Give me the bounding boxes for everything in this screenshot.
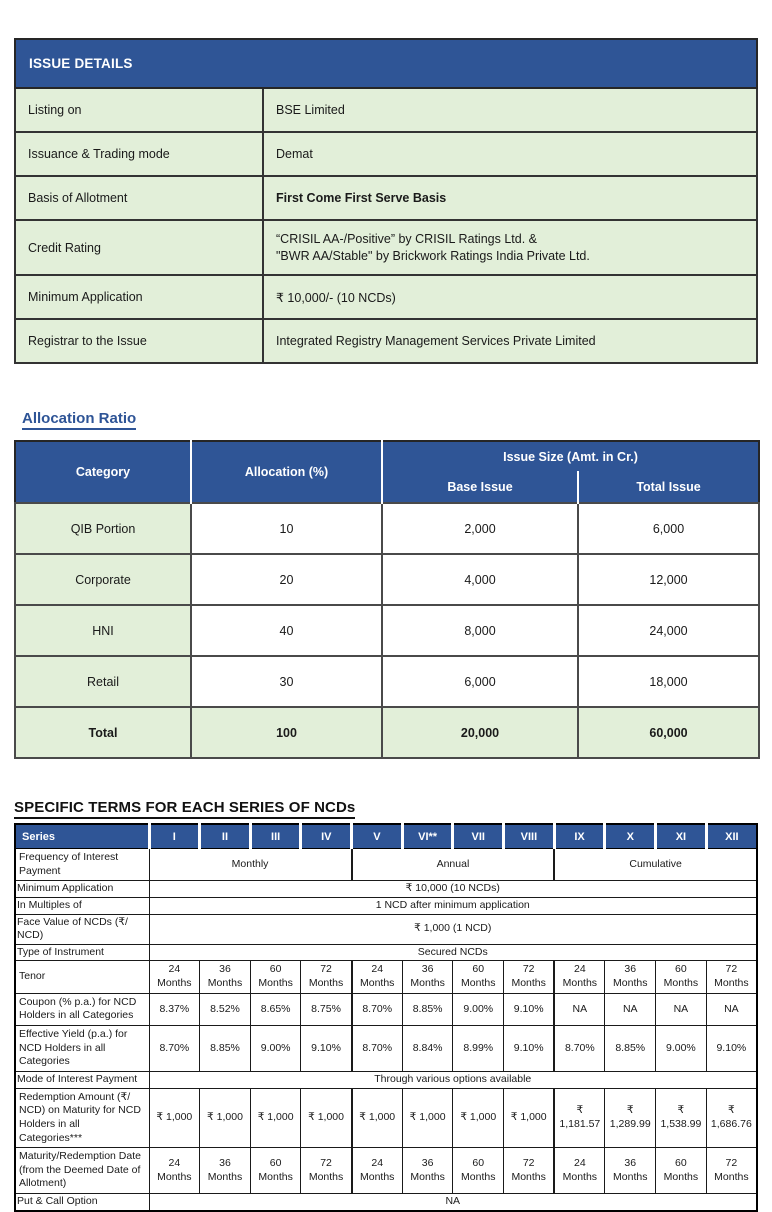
allocation-percent-cell: 100 bbox=[191, 707, 382, 758]
series-column-header: VII bbox=[453, 824, 504, 849]
issue-detail-value bbox=[263, 275, 757, 319]
column-header-category: Category bbox=[15, 441, 191, 503]
terms-row bbox=[15, 914, 757, 944]
terms-value-cell: 24 Months bbox=[554, 961, 605, 993]
terms-group-cell: Monthly bbox=[149, 849, 352, 881]
issue-detail-value bbox=[263, 176, 757, 220]
terms-row-label: Minimum Application bbox=[15, 881, 149, 898]
terms-row-label: Maturity/Redemption Date (from the Deemed Date of Allotment) bbox=[15, 1148, 149, 1194]
terms-row bbox=[15, 897, 757, 914]
allocation-percent-cell: 20 bbox=[191, 554, 382, 605]
terms-row-label: Frequency of Interest Payment bbox=[15, 849, 149, 881]
value-line: Demat bbox=[276, 147, 313, 161]
issue-details-title: ISSUE DETAILS bbox=[15, 39, 757, 88]
terms-span-value: Through various options available bbox=[149, 1071, 757, 1088]
total-issue-cell: 6,000 bbox=[578, 503, 759, 554]
terms-row bbox=[15, 1026, 757, 1072]
terms-value-cell: 9.00% bbox=[453, 993, 504, 1025]
terms-span-value: 1 NCD after minimum application bbox=[149, 897, 757, 914]
series-column-header: III bbox=[250, 824, 301, 849]
terms-row-label: Face Value of NCDs (₹/ NCD) bbox=[15, 914, 149, 944]
terms-value-cell: 60 Months bbox=[453, 1148, 504, 1194]
terms-value-cell: 24 Months bbox=[149, 1148, 200, 1194]
terms-value-cell: 60 Months bbox=[250, 961, 301, 993]
terms-value-cell: 9.10% bbox=[301, 1026, 352, 1072]
terms-value-cell: 9.00% bbox=[250, 1026, 301, 1072]
terms-value-cell: 24 Months bbox=[352, 1148, 403, 1194]
terms-value-cell: 8.84% bbox=[402, 1026, 453, 1072]
issue-detail-label: Issuance & Trading mode bbox=[15, 132, 263, 176]
terms-value-cell: 36 Months bbox=[200, 961, 251, 993]
terms-value-cell: 24 Months bbox=[554, 1148, 605, 1194]
terms-span-value: ₹ 1,000 (1 NCD) bbox=[149, 914, 757, 944]
series-column-header: V bbox=[352, 824, 403, 849]
terms-value-cell: 8.85% bbox=[200, 1026, 251, 1072]
allocation-percent-cell: 10 bbox=[191, 503, 382, 554]
terms-value-cell: ₹ 1,289.99 bbox=[605, 1088, 656, 1148]
terms-row-label: Tenor bbox=[15, 961, 149, 993]
allocation-row bbox=[15, 605, 759, 656]
terms-value-cell: ₹ 1,181.57 bbox=[554, 1088, 605, 1148]
allocation-percent-cell: 40 bbox=[191, 605, 382, 656]
terms-value-cell: 8.85% bbox=[605, 1026, 656, 1072]
terms-row bbox=[15, 1088, 757, 1148]
total-issue-cell: 18,000 bbox=[578, 656, 759, 707]
specific-terms-heading: SPECIFIC TERMS FOR EACH SERIES OF NCDs bbox=[14, 799, 355, 819]
terms-value-cell: 8.65% bbox=[250, 993, 301, 1025]
series-column-header: VI** bbox=[402, 824, 453, 849]
issue-detail-row bbox=[15, 275, 757, 319]
terms-value-cell: 60 Months bbox=[250, 1148, 301, 1194]
terms-row-label: Redemption Amount (₹/ NCD) on Maturity for NCD Holders in all Categories*** bbox=[15, 1088, 149, 1148]
value-line: Integrated Registry Management Services Private Limited bbox=[276, 334, 596, 348]
base-issue-cell: 6,000 bbox=[382, 656, 578, 707]
terms-value-cell: 72 Months bbox=[301, 961, 352, 993]
terms-value-cell: 36 Months bbox=[605, 1148, 656, 1194]
base-issue-cell: 4,000 bbox=[382, 554, 578, 605]
issue-detail-row bbox=[15, 319, 757, 363]
terms-row-label: In Multiples of bbox=[15, 897, 149, 914]
value-line: BSE Limited bbox=[276, 103, 345, 117]
terms-value-cell: 8.37% bbox=[149, 993, 200, 1025]
value-line: ₹ 10,000/- (10 NCDs) bbox=[276, 290, 396, 305]
column-header-total-issue: Total Issue bbox=[578, 471, 759, 503]
terms-value-cell: 60 Months bbox=[656, 961, 707, 993]
terms-span-value: Secured NCDs bbox=[149, 944, 757, 961]
issue-detail-label: Credit Rating bbox=[15, 220, 263, 275]
allocation-percent-cell: 30 bbox=[191, 656, 382, 707]
series-label-header: Series bbox=[15, 824, 149, 849]
base-issue-cell: 2,000 bbox=[382, 503, 578, 554]
value-line: "BWR AA/Stable" by Brickwork Ratings India Private Ltd. bbox=[276, 249, 590, 263]
allocation-row bbox=[15, 707, 759, 758]
terms-value-cell: 9.10% bbox=[706, 1026, 757, 1072]
total-issue-cell: 24,000 bbox=[578, 605, 759, 656]
issue-detail-label: Minimum Application bbox=[15, 275, 263, 319]
terms-value-cell: 9.10% bbox=[504, 993, 555, 1025]
terms-value-cell: ₹ 1,686.76 bbox=[706, 1088, 757, 1148]
terms-value-cell: 9.00% bbox=[656, 1026, 707, 1072]
terms-value-cell: 72 Months bbox=[504, 961, 555, 993]
issue-details-table bbox=[14, 38, 758, 364]
value-line: “CRISIL AA-/Positive” by CRISIL Ratings Ltd. & bbox=[276, 232, 537, 246]
terms-value-cell: ₹ 1,538.99 bbox=[656, 1088, 707, 1148]
terms-value-cell: 8.75% bbox=[301, 993, 352, 1025]
terms-value-cell: 8.52% bbox=[200, 993, 251, 1025]
terms-value-cell: 36 Months bbox=[402, 1148, 453, 1194]
document-page bbox=[0, 38, 772, 1212]
allocation-header-row-1 bbox=[15, 441, 759, 471]
issue-detail-value bbox=[263, 319, 757, 363]
issue-detail-label: Basis of Allotment bbox=[15, 176, 263, 220]
terms-row-label: Put & Call Option bbox=[15, 1194, 149, 1211]
terms-value-cell: ₹ 1,000 bbox=[453, 1088, 504, 1148]
allocation-ratio-heading: Allocation Ratio bbox=[22, 410, 136, 430]
terms-row bbox=[15, 993, 757, 1025]
allocation-row bbox=[15, 554, 759, 605]
category-cell: QIB Portion bbox=[15, 503, 191, 554]
category-cell: HNI bbox=[15, 605, 191, 656]
issue-detail-row bbox=[15, 176, 757, 220]
series-column-header: I bbox=[149, 824, 200, 849]
terms-value-cell: 8.70% bbox=[352, 993, 403, 1025]
terms-row-label: Coupon (% p.a.) for NCD Holders in all Categories bbox=[15, 993, 149, 1025]
series-column-header: IX bbox=[554, 824, 605, 849]
allocation-row bbox=[15, 503, 759, 554]
terms-value-cell: ₹ 1,000 bbox=[149, 1088, 200, 1148]
column-header-base-issue: Base Issue bbox=[382, 471, 578, 503]
issue-detail-label: Registrar to the Issue bbox=[15, 319, 263, 363]
terms-value-cell: ₹ 1,000 bbox=[352, 1088, 403, 1148]
issue-detail-row bbox=[15, 220, 757, 275]
total-issue-cell: 12,000 bbox=[578, 554, 759, 605]
terms-group-cell: Annual bbox=[352, 849, 555, 881]
column-header-allocation: Allocation (%) bbox=[191, 441, 382, 503]
terms-value-cell: 60 Months bbox=[656, 1148, 707, 1194]
terms-value-cell: ₹ 1,000 bbox=[504, 1088, 555, 1148]
terms-value-cell: 8.70% bbox=[149, 1026, 200, 1072]
series-column-header: X bbox=[605, 824, 656, 849]
base-issue-cell: 8,000 bbox=[382, 605, 578, 656]
terms-value-cell: 72 Months bbox=[301, 1148, 352, 1194]
terms-value-cell: 9.10% bbox=[504, 1026, 555, 1072]
terms-value-cell: ₹ 1,000 bbox=[301, 1088, 352, 1148]
terms-value-cell: 36 Months bbox=[200, 1148, 251, 1194]
category-cell: Corporate bbox=[15, 554, 191, 605]
terms-value-cell: 24 Months bbox=[149, 961, 200, 993]
issue-details-header-row bbox=[15, 39, 757, 88]
base-issue-cell: 20,000 bbox=[382, 707, 578, 758]
terms-row bbox=[15, 881, 757, 898]
terms-value-cell: NA bbox=[605, 993, 656, 1025]
issue-detail-value bbox=[263, 220, 757, 275]
terms-span-value: NA bbox=[149, 1194, 757, 1211]
terms-row bbox=[15, 1071, 757, 1088]
series-column-header: XII bbox=[706, 824, 757, 849]
issue-detail-row bbox=[15, 88, 757, 132]
terms-value-cell: ₹ 1,000 bbox=[200, 1088, 251, 1148]
series-column-header: XI bbox=[656, 824, 707, 849]
terms-value-cell: 8.85% bbox=[402, 993, 453, 1025]
specific-terms-heading-wrap bbox=[14, 799, 772, 819]
category-cell: Retail bbox=[15, 656, 191, 707]
category-cell: Total bbox=[15, 707, 191, 758]
terms-row-label: Mode of Interest Payment bbox=[15, 1071, 149, 1088]
terms-value-cell: 72 Months bbox=[706, 1148, 757, 1194]
terms-value-cell: 36 Months bbox=[402, 961, 453, 993]
terms-value-cell: 60 Months bbox=[453, 961, 504, 993]
terms-value-cell: ₹ 1,000 bbox=[402, 1088, 453, 1148]
value-line: First Come First Serve Basis bbox=[276, 191, 447, 205]
series-column-header: VIII bbox=[504, 824, 555, 849]
terms-span-value: ₹ 10,000 (10 NCDs) bbox=[149, 881, 757, 898]
allocation-row bbox=[15, 656, 759, 707]
series-column-header: II bbox=[200, 824, 251, 849]
series-header-row bbox=[15, 824, 757, 849]
terms-row-label: Type of Instrument bbox=[15, 944, 149, 961]
terms-row bbox=[15, 1148, 757, 1194]
specific-terms-table bbox=[14, 823, 758, 1212]
allocation-ratio-table bbox=[14, 440, 760, 759]
terms-value-cell: 72 Months bbox=[706, 961, 757, 993]
terms-value-cell: NA bbox=[706, 993, 757, 1025]
series-column-header: IV bbox=[301, 824, 352, 849]
terms-value-cell: NA bbox=[554, 993, 605, 1025]
terms-value-cell: 24 Months bbox=[352, 961, 403, 993]
terms-row bbox=[15, 944, 757, 961]
terms-value-cell: 8.99% bbox=[453, 1026, 504, 1072]
column-header-issue-size: Issue Size (Amt. in Cr.) bbox=[382, 441, 759, 471]
terms-row bbox=[15, 1194, 757, 1211]
issue-detail-value bbox=[263, 88, 757, 132]
total-issue-cell: 60,000 bbox=[578, 707, 759, 758]
terms-value-cell: 36 Months bbox=[605, 961, 656, 993]
terms-value-cell: NA bbox=[656, 993, 707, 1025]
issue-detail-row bbox=[15, 132, 757, 176]
terms-row-label: Effective Yield (p.a.) for NCD Holders in all Categories bbox=[15, 1026, 149, 1072]
terms-group-cell: Cumulative bbox=[554, 849, 757, 881]
terms-value-cell: ₹ 1,000 bbox=[250, 1088, 301, 1148]
terms-row bbox=[15, 849, 757, 881]
terms-row bbox=[15, 961, 757, 993]
terms-value-cell: 72 Months bbox=[504, 1148, 555, 1194]
issue-detail-label: Listing on bbox=[15, 88, 263, 132]
terms-value-cell: 8.70% bbox=[554, 1026, 605, 1072]
issue-detail-value bbox=[263, 132, 757, 176]
allocation-heading-wrap bbox=[22, 410, 772, 430]
terms-value-cell: 8.70% bbox=[352, 1026, 403, 1072]
